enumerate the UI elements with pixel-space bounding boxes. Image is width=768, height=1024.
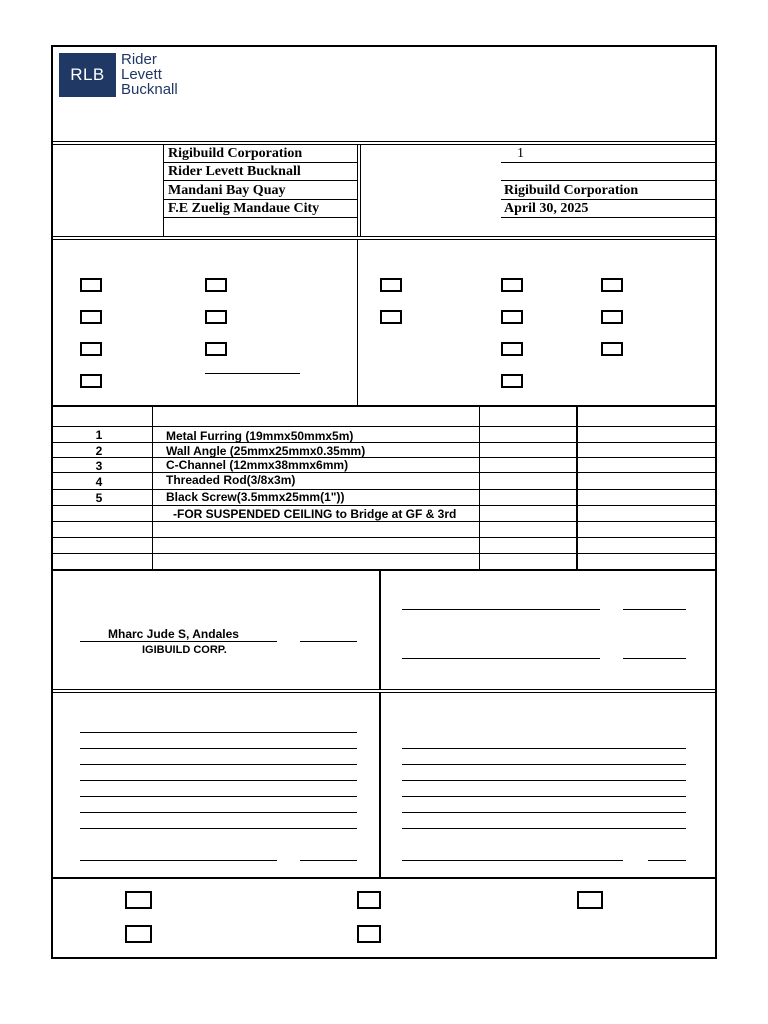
remarks-line[interactable] bbox=[80, 828, 357, 829]
address-line-1: Rigibuild Corporation bbox=[168, 146, 303, 161]
checkbox[interactable] bbox=[601, 342, 623, 356]
checkbox[interactable] bbox=[601, 278, 623, 292]
column-divider bbox=[357, 239, 358, 406]
address-line-3: Mandani Bay Quay bbox=[168, 183, 286, 198]
field-rule bbox=[163, 199, 357, 200]
section-divider bbox=[51, 692, 717, 693]
date-line[interactable] bbox=[623, 658, 686, 659]
table-row-rule bbox=[51, 426, 715, 427]
date-line[interactable] bbox=[648, 860, 686, 861]
checkbox[interactable] bbox=[205, 342, 227, 356]
checkbox[interactable] bbox=[357, 891, 381, 909]
table-bottom-border bbox=[51, 569, 717, 571]
checkbox[interactable] bbox=[125, 891, 152, 909]
table-top-border bbox=[51, 405, 717, 407]
checkbox[interactable] bbox=[380, 278, 402, 292]
field-rule bbox=[163, 217, 357, 218]
logo-line: Levett bbox=[121, 66, 162, 83]
table-row-rule bbox=[51, 537, 715, 538]
table-column-divider bbox=[576, 406, 578, 570]
checkbox[interactable] bbox=[80, 374, 102, 388]
column-divider bbox=[360, 144, 361, 236]
checkbox[interactable] bbox=[380, 310, 402, 324]
signature-line[interactable] bbox=[402, 860, 623, 861]
field-divider bbox=[163, 144, 164, 236]
item-number: 3 bbox=[95, 459, 103, 473]
address-line-4: F.E Zuelig Mandaue City bbox=[168, 201, 320, 216]
date-line[interactable] bbox=[300, 641, 357, 642]
logo-line: Bucknall bbox=[121, 81, 178, 98]
table-row-rule bbox=[51, 521, 715, 522]
signature-line[interactable] bbox=[80, 641, 277, 642]
table-column-divider bbox=[152, 406, 153, 570]
remarks-line[interactable] bbox=[402, 796, 686, 797]
section-divider bbox=[51, 144, 717, 145]
column-divider bbox=[379, 570, 381, 689]
signatory-company: IGIBUILD CORP. bbox=[142, 644, 227, 656]
item-number: 1 bbox=[95, 428, 103, 442]
field-rule bbox=[501, 199, 715, 200]
remarks-line[interactable] bbox=[402, 812, 686, 813]
table-row-rule bbox=[51, 457, 715, 458]
checkbox[interactable] bbox=[501, 310, 523, 324]
section-divider bbox=[51, 877, 717, 879]
rlb-logo-mark: RLB bbox=[59, 53, 116, 97]
form-number: 1 bbox=[517, 146, 524, 161]
field-rule bbox=[163, 162, 357, 163]
date-line[interactable] bbox=[623, 609, 686, 610]
rlb-logo-text bbox=[121, 52, 178, 97]
checkbox[interactable] bbox=[205, 278, 227, 292]
info-company: Rigibuild Corporation bbox=[504, 183, 639, 198]
remarks-line[interactable] bbox=[402, 828, 686, 829]
table-row-rule bbox=[51, 442, 715, 443]
signatory-name: Mharc Jude S, Andales bbox=[108, 627, 239, 641]
remarks-line[interactable] bbox=[80, 796, 357, 797]
table-row-rule bbox=[51, 472, 715, 473]
checkbox[interactable] bbox=[501, 278, 523, 292]
checkbox[interactable] bbox=[501, 342, 523, 356]
checkbox[interactable] bbox=[601, 310, 623, 324]
address-line-2: Rider Levett Bucknall bbox=[168, 164, 301, 179]
signature-line[interactable] bbox=[402, 609, 600, 610]
remarks-line[interactable] bbox=[402, 764, 686, 765]
section-divider bbox=[51, 689, 717, 690]
checkbox[interactable] bbox=[501, 374, 523, 388]
field-rule bbox=[501, 162, 715, 163]
checkbox[interactable] bbox=[80, 310, 102, 324]
field-rule bbox=[501, 180, 715, 181]
signature-line[interactable] bbox=[402, 658, 600, 659]
remarks-line[interactable] bbox=[80, 748, 357, 749]
checkbox[interactable] bbox=[205, 310, 227, 324]
item-description: Metal Furring (19mmx50mmx5m) bbox=[166, 429, 354, 443]
item-number: 2 bbox=[95, 444, 103, 458]
checkbox[interactable] bbox=[577, 891, 603, 909]
column-divider bbox=[357, 144, 358, 236]
logo-line: Rider bbox=[121, 51, 157, 68]
remarks-line[interactable] bbox=[80, 780, 357, 781]
section-divider bbox=[51, 236, 717, 237]
info-date: April 30, 2025 bbox=[504, 201, 589, 216]
checkbox[interactable] bbox=[125, 925, 152, 943]
table-row-rule bbox=[51, 489, 715, 490]
item-description: Threaded Rod(3/8x3m) bbox=[166, 473, 296, 487]
remarks-line[interactable] bbox=[402, 748, 686, 749]
field-rule bbox=[163, 180, 357, 181]
table-row-rule bbox=[51, 505, 715, 506]
column-divider bbox=[379, 692, 381, 878]
checkbox[interactable] bbox=[357, 925, 381, 943]
other-blank-line[interactable] bbox=[205, 373, 300, 374]
table-column-divider bbox=[479, 406, 480, 570]
remarks-line[interactable] bbox=[402, 780, 686, 781]
remarks-line[interactable] bbox=[80, 812, 357, 813]
remarks-line[interactable] bbox=[80, 764, 357, 765]
signature-line[interactable] bbox=[80, 860, 277, 861]
item-description: Black Screw(3.5mmx25mm(1")) bbox=[166, 490, 345, 504]
checkbox[interactable] bbox=[80, 278, 102, 292]
section-divider bbox=[51, 141, 717, 142]
remarks-line[interactable] bbox=[80, 732, 357, 733]
item-number: 4 bbox=[95, 475, 103, 489]
checkbox[interactable] bbox=[80, 342, 102, 356]
date-line[interactable] bbox=[300, 860, 357, 861]
item-description: Wall Angle (25mmx25mmx0.35mm) bbox=[166, 444, 366, 458]
items-note: -FOR SUSPENDED CEILING to Bridge at GF & 3rd bbox=[173, 507, 457, 521]
section-divider bbox=[51, 239, 717, 240]
table-row-rule bbox=[51, 553, 715, 554]
field-rule bbox=[501, 217, 715, 218]
item-number: 5 bbox=[95, 491, 103, 505]
item-description: C-Channel (12mmx38mmx6mm) bbox=[166, 458, 349, 472]
